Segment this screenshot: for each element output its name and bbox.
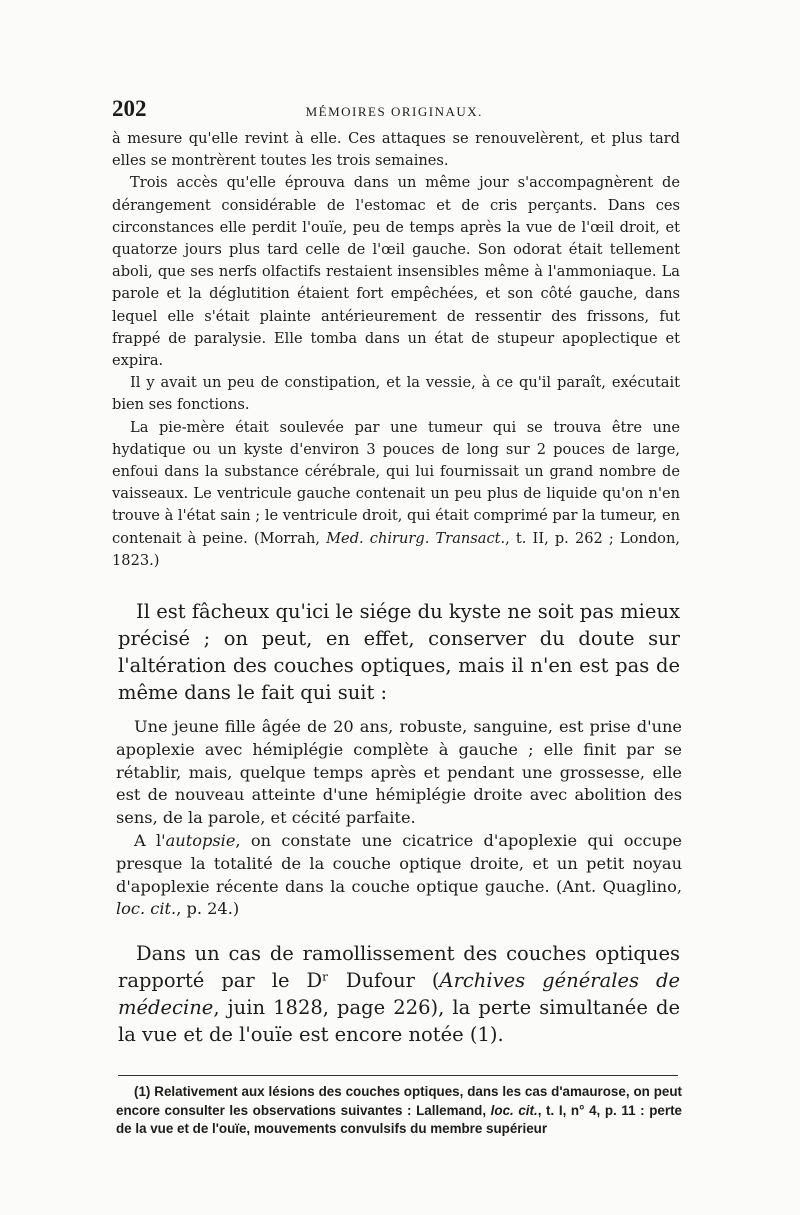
citation-title: Med. chirurg. Transact. [326, 529, 506, 547]
paragraph: Il y avait un peu de constipation, et la vessie, à ce qu'il paraît, exécutait bien ses fonctions. [112, 374, 680, 414]
paragraph [116, 830, 682, 921]
footnote-tail: , t. I, n° 4, p. 11 : perte de la vue et de l'ouïe, mouvements convulsifs du membre supérieur [116, 1102, 682, 1137]
paragraph [118, 940, 680, 1048]
citation-abbrev: loc. cit. [116, 899, 177, 919]
paragraph-text: La pie-mère était soulevée par une tumeur qui se trouva être une hydatique ou un kyste d'environ 3 pouces de long sur 2 pouces de large, enfoui dans la substance cérébrale, qui lui fournissait un grand nombre de vaisseaux. Le ventricule gauche contenait un peu plus de liquide qu'on n'en trouve à l'état sain ; le ventricule droit, qui était comprimé par la tumeur, en contenait à peine. (Morrah, [112, 418, 680, 547]
citation-tail: , p. 24.) [176, 899, 240, 919]
paragraph [112, 417, 680, 572]
paragraph-text: A l' [134, 830, 166, 850]
paragraph: à mesure qu'elle revint à elle. Ces attaques se renouvelèrent, et plus tard elles se montrèrent toutes les trois semaines. [112, 130, 680, 170]
text-block-commentary [118, 598, 680, 706]
running-head: MÉMOIRES ORIGINAUX. [305, 104, 483, 119]
footnote-rule [118, 1075, 678, 1076]
citation-tail: , t. II, p. 262 ; London, 1823.) [112, 529, 680, 569]
paragraph: Il est fâcheux qu'ici le siége du kyste ne soit pas mieux précisé ; on peut, en effet, conserver du doute sur l'altération des couches optiques, mais il n'en est pas de même dans le fait qui suit : [118, 600, 680, 704]
paragraph-text: , juin 1828, page 226), la perte simultanée de la vue et de l'ouïe est encore notée (1). [118, 996, 680, 1046]
footnote [116, 1083, 682, 1139]
footnote-text [116, 1083, 682, 1139]
citation-abbrev: loc. cit. [490, 1102, 538, 1118]
paragraph: Trois accès qu'elle éprouva dans un même jour s'accompagnèrent de dérangement considérable de l'estomac et de cris perçants. Dans ces circonstances elle perdit l'ouïe, peu de temps après la vue de l'œil droit, et quatorze jours plus tard celle de l'œil gauche. Son odorat était tellement aboli, que ses nerfs olfactifs restaient insensibles même à l'ammoniaque. La parole et la déglutition étaient fort empêchées, et son côté gauche, dans lequel elle s'était plainte antérieurement de ressentir des frissons, fut frappé de paralysie. Elle tomba dans un état de stupeur apoplectique et expira. [112, 174, 680, 370]
emphasis: autopsie [165, 830, 236, 850]
text-block-case-morrah [112, 128, 680, 572]
citation-title: Archives générales de médecine [118, 969, 680, 1019]
footnote-body: (1) Relativement aux lésions des couches optiques, dans les cas d'amaurose, on peut encore consulter les observations suivantes : Lallemand, [116, 1084, 682, 1118]
text-block-dufour [118, 940, 680, 1048]
page-number: 202 [112, 96, 147, 121]
text-block-case-quaglino [116, 716, 682, 921]
paragraph: Une jeune fille âgée de 20 ans, robuste, sanguine, est prise d'une apoplexie avec hémiplégie complète à gauche ; elle finit par se rétablir, mais, quelque temps après et pendant une grossesse, elle est de nouveau atteinte d'une hémiplégie droite avec abolition des sens, de la parole, et cécité parfaite. [116, 717, 682, 828]
paragraph-text: , on constate une cicatrice d'apoplexie qui occupe presque la totalité de la couche optique droite, et un petit noyau d'apoplexie récente dans la couche optique gauche. (Ant. Quaglino, [116, 830, 682, 896]
paragraph-text: Dans un cas de ramollissement des couches optiques rapporté par le Dʳ Dufour ( [118, 942, 680, 992]
page-header [112, 96, 682, 122]
